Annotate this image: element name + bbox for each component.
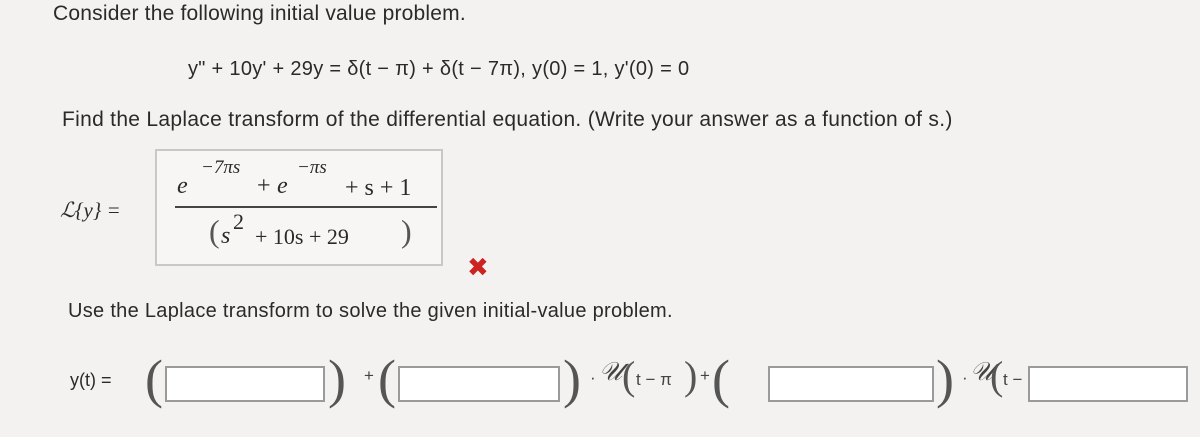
solution-input-2[interactable]: [398, 366, 560, 402]
open-paren-3: (: [712, 349, 730, 409]
laplace-label: ℒ{y} =: [60, 198, 121, 222]
plus-sign: +: [257, 173, 271, 199]
open-paren-2: (: [378, 349, 396, 409]
solve-prompt: Use the Laplace transform to solve the given initial-value problem.: [68, 300, 673, 322]
solution-input-1[interactable]: [165, 366, 325, 402]
numerator-tail: + s + 1: [345, 175, 412, 201]
close-paren-3: ): [936, 349, 954, 409]
solution-input-4[interactable]: [1028, 366, 1188, 402]
exp1-power: −7πs: [201, 157, 241, 178]
exp2-power: −πs: [297, 157, 327, 178]
unit-step-symbol-2: 𝒰: [970, 357, 994, 386]
denominator-s: s: [221, 223, 231, 249]
unit-step-symbol-1: 𝒰: [599, 357, 623, 386]
unit-step-arg-2: t −: [1003, 370, 1023, 389]
differential-equation: y" + 10y' + 29y = δ(t − π) + δ(t − 7π), y(0) = 1, y'(0) = 0: [188, 58, 690, 80]
incorrect-icon: ✖: [467, 252, 489, 282]
plus-sign-2: +: [700, 366, 710, 385]
dot-2: ·: [962, 368, 968, 387]
denominator-close-paren: ): [401, 213, 412, 249]
exp1-base: e: [177, 173, 188, 199]
close-paren-1: ): [328, 349, 346, 409]
plus-sign-1: +: [364, 366, 374, 385]
solution-input-3[interactable]: [768, 366, 934, 402]
laplace-instruction: Find the Laplace transform of the differential equation. (Write your answer as a function of s.): [62, 108, 953, 131]
dot-1: ·: [590, 368, 596, 387]
denominator-rest: + 10s + 29: [255, 224, 349, 249]
u-open-paren-2: (: [990, 353, 1004, 398]
fraction-bar: [175, 206, 437, 208]
denominator-square: 2: [233, 209, 244, 234]
exp2-base: e: [277, 173, 288, 199]
close-paren-2: ): [563, 349, 581, 409]
denominator-open-paren: (: [209, 213, 220, 249]
problem-prompt: Consider the following initial value problem.: [53, 2, 466, 25]
unit-step-arg-1: t − π: [636, 370, 672, 389]
solution-label: y(t) =: [70, 370, 112, 390]
open-paren-1: (: [145, 349, 163, 409]
u-close-paren-1: ): [684, 353, 698, 398]
u-open-paren-1: (: [622, 353, 636, 398]
laplace-answer-box[interactable]: [155, 149, 443, 266]
